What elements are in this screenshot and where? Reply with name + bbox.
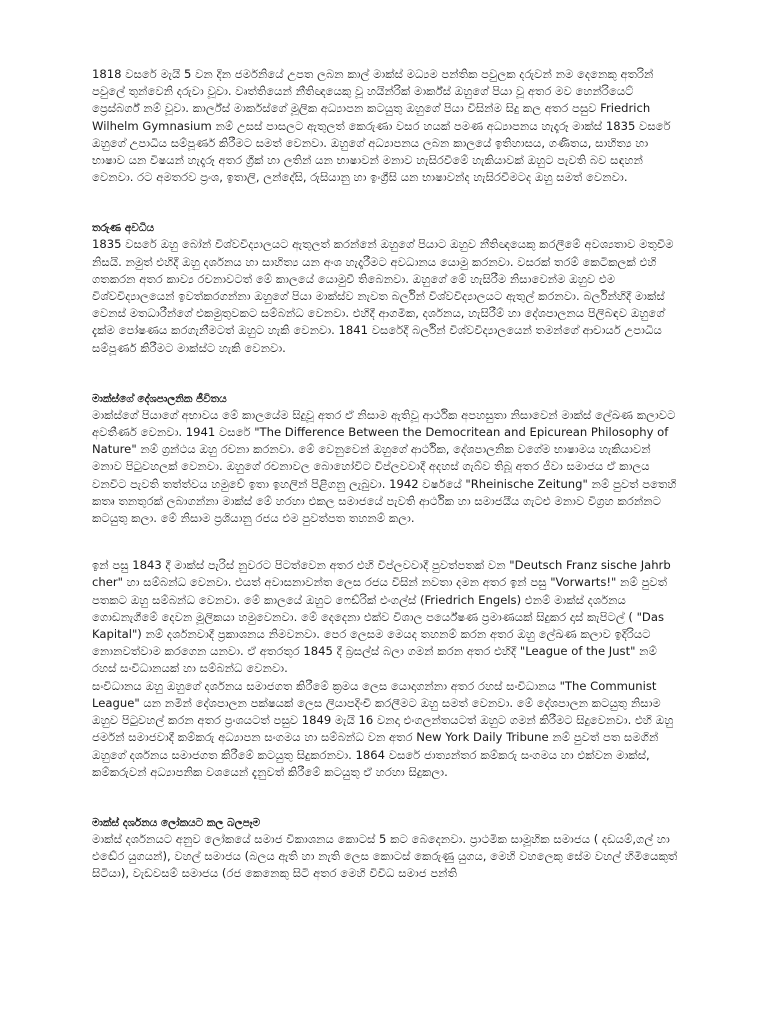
paragraph-communist-league: සංවිධානය ඔහු ඔහුගේ දර්ශනය සමාජගත කිරීමේ ක්‍රමය ලෙස යොදාගන්නා අතර රහස් සංවිධානය "The Communist League" යන නමින් දේශපාලන පක්ෂයක් ලෙස ලියාපදිංචි කරලීමට ඔහු සමත් වෙනවා. මේ දේශපාලන කටයුතු නිසාම ඔහුව පිටුවහල් කරන අතර ප්‍රංශයටත් පසුව 1849 මැයි 16 වනදා එංගලන්තයටත් ඔහුට ගමන් කිරීමට සිදුවෙනවා. එහි ඔහු ජර්මන් සමාජවාදී කම්කරු අධ්‍යාපන සංගමය හා සම්බන්ධ වන අතර New York Daily Tribune නම් පුවත් පත සමගින් ඔහුගේ දර්ශනය සමාජගත කිරීමේ කටයුතු සිදුකරනවා. 1864 වසරේ ජාත්‍යන්තර කම්කරු සංගමය හා එක්වන මාක්ස්, කම්කරුවන් අධ්‍යාපනික වශයෙන් දැනුවත් කිරීමේ කටයුතු ඒ හරහා සිදුකලා. (92, 678, 674, 779)
section-youth (92, 220, 680, 356)
section-heading-youth: තරුණ අවධිය (92, 222, 155, 235)
paragraph-youth: 1835 වසරේ ඔහු බෝන් විශ්වවිද්‍යාලයට ඇතුලත් කරන්නේ ඔහුගේ පියාට ඔහුව නීතිඥයෙකු කරලීමේ අවශ්‍යතාව මතුවීම නිසයි. නමුත් එහිදී ඔහු දර්ශනය හා සාහිත්‍ය යන අංශ හැදෑරීමට අවධානය යොමු කරනවා. වසරක් තරම් කෙටිකලක් එහි ගතකරන අතර කාව්‍ය රචනාවටත් මේ කාලයේ යොමුවී තිබෙනවා. ඔහුගේ මේ හැසිරීම නිසාවෙන්ම ඔහුව එම විශ්වවිද්‍යාලයෙන් ඉවත්කරගන්නා ඔහුගේ පියා මාක්ස්ව නැවත බර්ලින් විශ්වවිද්‍යාලයට ඇතුල් කරනවා. බර්ලින්හිදී මාක්ස් වෙනස් මතධාරීන්ගේ එකමුතුවකට සම්බන්ධ වෙනවා. එහිදී ආගමික, දර්ශනය, හැසිරීම් හා දේශපාලනය පිලිබඳව ඔහුගේ දැක්ම පෝෂණය කරගැනීමටත් ඔහුට හැකි වෙනවා. 1841 වසරේදී බර්ලින් විශ්වවිද්‍යාලයෙන් තමන්ගේ ආචාර්ය උපාධිය සම්පූර්ණ කිරීමට මාක්ස්ට හැකි වෙනවා. (92, 237, 674, 355)
paragraph-influence: මාක්ස් දර්ශනයට අනුව ලෝකයේ සමාජ විකාශනය කොටස් 5 කට බෙදෙනවා. ප්‍රාථමික සාමූහික සමාජය ( දඩයම්,ගල් හා එඬේර යුගයන්), වහල් සමාජය (බලය ඇති හා නැති ලෙස කොටස් කෙරුණු යුගය, මෙහි වහලෙකු සේම වහල් හිමියෙකුත් සිටියා), වැඩවසම් සමාජය (රජ කෙනෙකු සිටි අතර මෙහි විවිධ සමාජ පන්ති (92, 831, 678, 881)
document-page (92, 66, 680, 883)
paragraph-political-life: මාක්ස්ගේ පියාගේ අභාවය මේ කාලයේම සිදුවූ අතර ඒ නිසාම ඇතිවූ ආර්ථික අපහසුතා නිසාවෙන් මාක්ස් ලේඛණ කලාවට අවතීර්ණ වෙනවා. 1941 වසරේ "The Difference Between the Democritean and Epicurean Philosophy of Nature" නම් ග්‍රන්ථය ඔහු රචනා කරනවා. මේ වෙනුවෙන් ඔහුගේ ආර්ථික, දේශපාලනික වගේම භාෂාමය හැකියාවන් මනාව පිටුවහලක් වෙනවා. ඔහුගේ රචනාවල බොහෝවිට විප්ලවවාදී අදහස් ගැබ්ව තිබූ අතර ජීවා සමාජය ඒ කාලය වනවිට පැවති තත්ත්වය හමුවේ ඉතා ඉහලින් පිළිගනු ලැබුවා. 1942 වර්ෂයේ "Rheinische Zeitung" නම් පුවත් පතෙහි කතෘ තනතුරක් ලබාගන්නා මාක්ස් මේ හරහා එකල සමාජයේ පැවති ආර්ථික හා සමාජයීය ගැටළු මනාව විග්‍රහ කරන්නට කටයුතු කලා. මේ නිසාම ප්‍රශියානු රජය එම පුවත්පත තහනම් කලා. (92, 407, 677, 526)
section-heading-influence: මාක්ස් දර්ශනය ලෝකයට කල බලපෑම (92, 816, 261, 829)
section-influence (92, 815, 680, 883)
paragraph-birth: 1818 වසරේ මැයි 5 වන දින ජර්මනියේ උපත ලබන කාල් මාක්ස් මධ්‍යම පන්තික පවුලක දරුවන් නම දෙනෙකු අතරින් පවුලේ තුන්වෙනි දරුවා වූවා. වෘත්තියෙන් නීතිඥයෙකු වූ හයින්රික් මාර්ක්ස් ඔහුගේ පියා වූ අතර මව හෙන්රියෙට් ප්‍රෙස්බර්ග් නම් වූවා. කාර්ල්ස් මාර්කස්ගේ මූලික අධ්‍යාපන කටයුතු ඔහුගේ පියා විසින්ම සිදු කල අතර පසුව Friedrich Wilhelm Gymnasium නම් උසස් පාසලට ඇතුලත් කෙරුණා වසර හයක් පමණ අධ්‍යාපනය හැදෑරූ මාක්ස් 1835 වසරේ ඔහුගේ උපාධිය සම්පූර්ණ කිරීමට සමත් වෙනවා. ඔහුගේ අධ්‍යාපනය ලබන කාලයේ ඉතිහාසය, ගණිතය, සාහිත්‍ය හා භාෂාව යන විෂයන් හැදෑරූ අතර ග්‍රීක් හා ලතින් යන භාෂාවන් මනාව හැසිරවීමේ හැකියාවක් ඔහුට පැවති බව සඳහන් වෙනවා. රට අමතරව ප්‍රංශ, ඉතාලි, ලන්දේසි, රුසියානු හා ඉංග්‍රීසි යන භාෂාවන්ද හැසිරවීමටද ඔහු සමත් වෙනවා. (92, 67, 671, 185)
section-intro (92, 66, 680, 186)
section-heading-political-life: මාක්ස්ගේ දේශපාලනික ජීවිතය (92, 392, 227, 405)
section-paris (92, 557, 680, 781)
paragraph-paris: ඉන් පසු 1843 දී මාක්ස් පැරිස් නුවරට පිටත්වෙන අතර එහි විප්ලවවාදී පුවත්පතක් වන "Deutsch Franz sische Jahrb cher" හා සම්බන්ධ වෙනවා. එයත් අවාසනාවන්ත ලෙස රජය විසින් නවතා දමන අතර ඉන් පසු "Vorwarts!" නම් පුවත් පතකට ඔහු සම්බන්ධ වෙනවා. මේ කාලයේ ඔහුට ෆෙඩ්රික් එංගල්ස් (Friedrich Engels) එනම් මාක්ස් දර්ශනය ගොඩනැගීමේ දෙවන මූලිකයා හමුවෙනවා. මේ දෙදෙනා එක්ව විශාල පර්යේෂණ ප්‍රමාණයක් සිදුකර දාස් කැපිටල් ( "Das Kapital") නම් දර්ශනවාදී ප්‍රකාශනය නිමවනවා. පෙර ලෙසම මෙයද තහනම් කරන අතර ඔහු ලේඛණ කලාව ඉදිරියට නොනවත්වාම කරගෙන යනවා. ඒ අතරතුර 1845 දී බ්‍රසල්ස් බලා ගමන් කරන අතර එහිදී "League of the Just" නම් රහස් සංවිධානයක් හා සම්බන්ධ වෙනවා. (92, 558, 671, 676)
section-political-life (92, 391, 680, 527)
